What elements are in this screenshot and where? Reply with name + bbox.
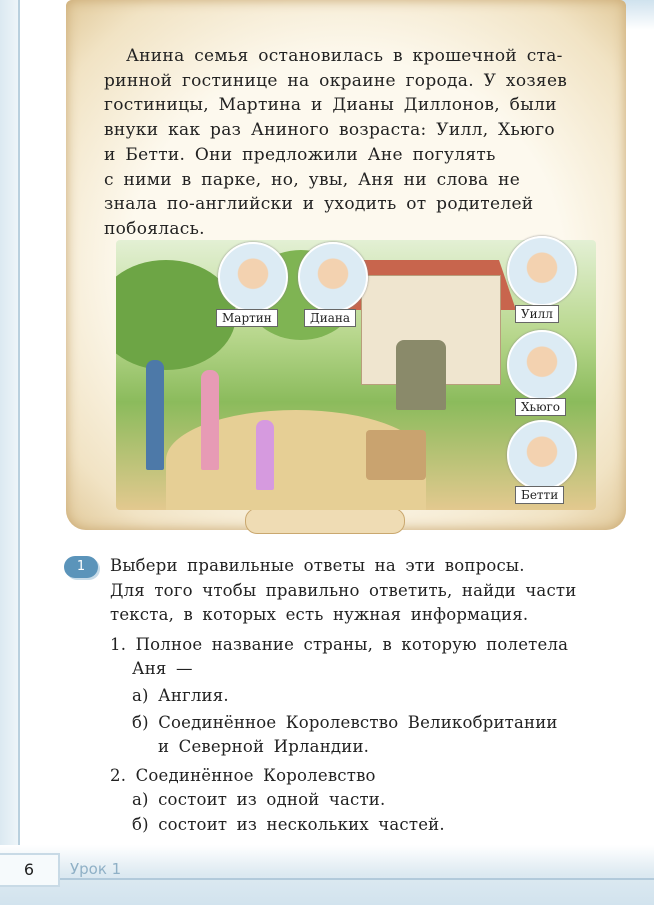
answer-1a: а) Англия. [132,685,229,705]
page-margin [0,0,20,905]
father-figure [146,360,164,470]
instruction-line: Для того чтобы правильно ответить, найди части [110,580,577,600]
label-martin: Мартин [216,309,278,327]
answer-1b-cont: и Северной Ирландии. [158,737,370,757]
label-betty: Бетти [515,486,564,504]
girl-figure [256,420,274,490]
question-2: 2. Соединённое Королевство [110,765,376,785]
story-line: и Бетти. Они предложили Ане погулять [104,144,496,165]
mother-figure [201,370,219,470]
story-line: ринной гостинице на окраине города. У хозяев [104,70,568,91]
instruction-line: текста, в которых есть нужная информация. [110,605,529,625]
label-hugo: Хьюго [515,398,566,416]
story-line: Анина семья остановилась в крошечной ста- [126,46,563,66]
story-text [104,44,568,242]
portrait-diana [298,242,368,312]
question-1: 1. Полное название страны, в которую полетела [110,634,569,654]
task-number-badge: 1 [64,556,98,578]
answer-2b: б) состоит из нескольких частей. [132,814,445,834]
scroll-curl [245,508,405,534]
portrait-betty [507,420,577,490]
page-number: 6 [0,853,60,887]
story-line: побоялась. [104,218,205,239]
question-1-cont: Аня — [132,659,193,679]
stone-wall [366,430,426,480]
story-line: гостиницы, Мартина и Дианы Диллонов, были [104,95,557,116]
label-will: Уилл [515,305,559,323]
label-diana: Диана [304,309,356,327]
portrait-will [507,236,577,306]
family-group [396,340,446,410]
lesson-label: Урок 1 [70,860,122,878]
portrait-martin [218,242,288,312]
story-line: знала по-английски и уходить от родителей [104,194,534,215]
answer-2a: а) состоит из одной части. [132,790,386,810]
footer-line [60,878,654,880]
story-line: внуки как раз Аниного возраста: Уилл, Хьюго [104,120,555,141]
answer-1b: б) Соединённое Королевство Великобритании [132,712,558,732]
instruction-line: Выбери правильные ответы на эти вопросы. [110,556,525,575]
portrait-hugo [507,330,577,400]
story-line: с ними в парке, но, увы, Аня ни слова не [104,169,521,190]
task-text [110,554,576,838]
